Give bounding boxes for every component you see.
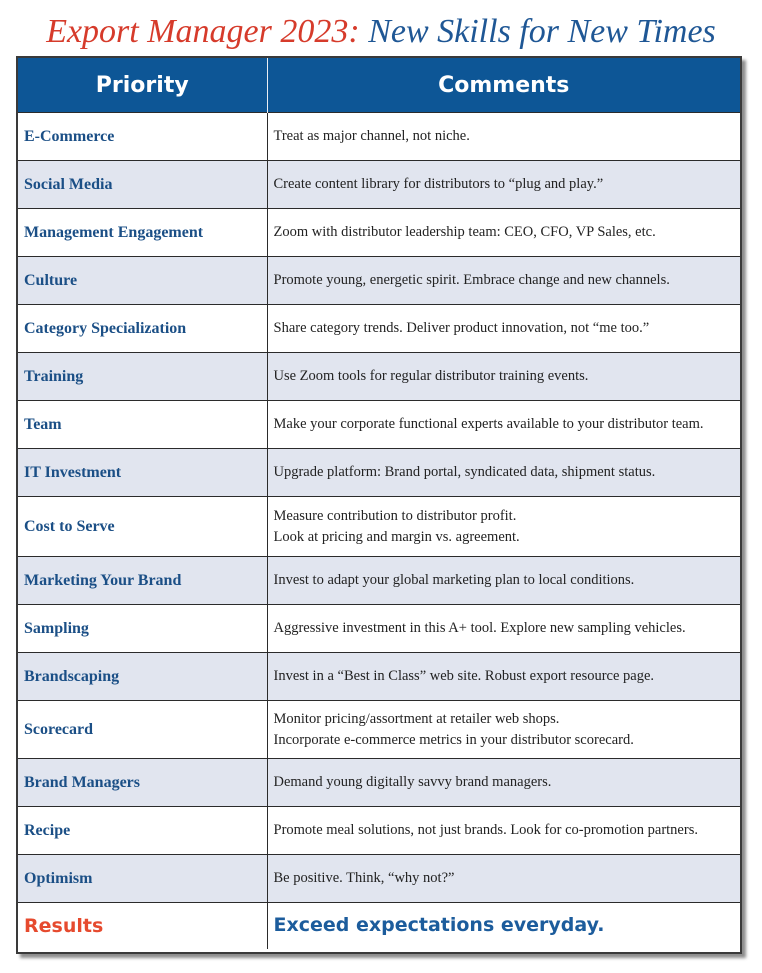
comment-cell bbox=[267, 305, 740, 353]
column-header-priority: Priority bbox=[18, 58, 267, 113]
table-row bbox=[18, 497, 740, 557]
priority-cell: Management Engagement bbox=[18, 209, 267, 257]
comment-line: Promote young, energetic spirit. Embrace change and new channels. bbox=[273, 272, 670, 288]
table-row bbox=[18, 807, 740, 855]
table-row bbox=[18, 305, 740, 353]
comment-line: Promote meal solutions, not just brands. Look for co-promotion partners. bbox=[273, 822, 698, 838]
comment-line: Use Zoom tools for regular distributor training events. bbox=[273, 368, 589, 384]
comment-line: Share category trends. Deliver product innovation, not “me too.” bbox=[273, 320, 650, 336]
comment-line: Treat as major channel, not niche. bbox=[273, 128, 470, 144]
table-row bbox=[18, 855, 740, 903]
table-row bbox=[18, 113, 740, 161]
priority-cell: Optimism bbox=[18, 855, 267, 903]
title-part-2: New Skills for New Times bbox=[368, 13, 716, 50]
priorities-table bbox=[18, 58, 740, 949]
comment-cell bbox=[267, 449, 740, 497]
comment-cell bbox=[267, 401, 740, 449]
comment-line: Measure contribution to distributor profit. bbox=[273, 507, 517, 524]
comment-cell bbox=[267, 557, 740, 605]
table-row bbox=[18, 161, 740, 209]
comment-cell bbox=[267, 353, 740, 401]
priority-cell: Brandscaping bbox=[18, 653, 267, 701]
priority-cell: Brand Managers bbox=[18, 759, 267, 807]
comment-line: Aggressive investment in this A+ tool. Explore new sampling vehicles. bbox=[273, 620, 686, 636]
priority-cell: Culture bbox=[18, 257, 267, 305]
table-row bbox=[18, 557, 740, 605]
table-row bbox=[18, 759, 740, 807]
priority-cell: Team bbox=[18, 401, 267, 449]
title-part-1: Export Manager 2023: bbox=[46, 13, 360, 50]
priority-cell: Marketing Your Brand bbox=[18, 557, 267, 605]
comment-line: Zoom with distributor leadership team: CEO, CFO, VP Sales, etc. bbox=[273, 224, 656, 240]
priority-cell: Category Specialization bbox=[18, 305, 267, 353]
comment-line: Incorporate e-commerce metrics in your distributor scorecard. bbox=[273, 731, 634, 748]
priority-cell: Sampling bbox=[18, 605, 267, 653]
table-row bbox=[18, 209, 740, 257]
results-label: Results bbox=[18, 903, 267, 949]
comment-cell bbox=[267, 161, 740, 209]
comment-cell bbox=[267, 257, 740, 305]
priority-cell: Recipe bbox=[18, 807, 267, 855]
results-text: Exceed expectations everyday. bbox=[267, 903, 740, 949]
comment-line: Invest to adapt your global marketing plan to local conditions. bbox=[273, 572, 635, 588]
comment-cell bbox=[267, 855, 740, 903]
comment-line: Create content library for distributors to “plug and play.” bbox=[273, 176, 604, 192]
comment-cell bbox=[267, 497, 740, 557]
comment-cell bbox=[267, 113, 740, 161]
table-header-row bbox=[18, 58, 740, 113]
priority-cell: IT Investment bbox=[18, 449, 267, 497]
comment-line: Demand young digitally savvy brand managers. bbox=[273, 774, 552, 790]
priority-cell: Cost to Serve bbox=[18, 497, 267, 557]
comment-line: Look at pricing and margin vs. agreement. bbox=[273, 528, 520, 545]
table-row bbox=[18, 257, 740, 305]
comment-cell bbox=[267, 701, 740, 759]
priority-cell: E-Commerce bbox=[18, 113, 267, 161]
table-body bbox=[18, 113, 740, 949]
table-row bbox=[18, 701, 740, 759]
comment-cell bbox=[267, 605, 740, 653]
comment-line: Invest in a “Best in Class” web site. Robust export resource page. bbox=[273, 668, 655, 684]
column-header-comments: Comments bbox=[267, 58, 740, 113]
page-title bbox=[0, 10, 762, 54]
priority-cell: Training bbox=[18, 353, 267, 401]
comment-cell bbox=[267, 807, 740, 855]
comment-cell bbox=[267, 759, 740, 807]
table-row bbox=[18, 449, 740, 497]
table-row bbox=[18, 653, 740, 701]
comment-line: Make your corporate functional experts available to your distributor team. bbox=[273, 416, 704, 432]
comment-line: Be positive. Think, “why not?” bbox=[273, 870, 455, 886]
comment-cell bbox=[267, 209, 740, 257]
comment-line: Monitor pricing/assortment at retailer web shops. bbox=[273, 710, 560, 727]
priority-cell: Scorecard bbox=[18, 701, 267, 759]
comment-cell bbox=[267, 653, 740, 701]
comment-line: Upgrade platform: Brand portal, syndicated data, shipment status. bbox=[273, 464, 656, 480]
priorities-table-card bbox=[16, 56, 742, 954]
results-row bbox=[18, 903, 740, 949]
priority-cell: Social Media bbox=[18, 161, 267, 209]
table-row bbox=[18, 401, 740, 449]
table-row bbox=[18, 605, 740, 653]
table-row bbox=[18, 353, 740, 401]
